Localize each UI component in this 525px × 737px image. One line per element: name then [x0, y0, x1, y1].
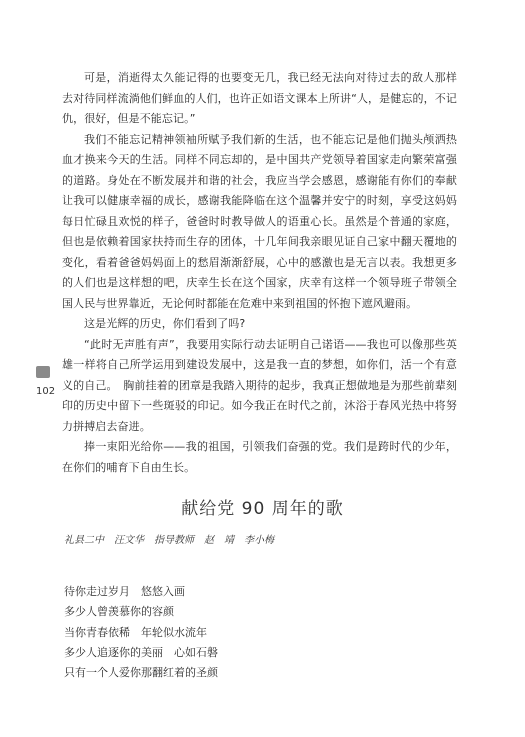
poem-byline: 礼县二中 汪文华 指导教师 赵 靖 李小梅 — [64, 535, 274, 546]
essay-body — [62, 68, 457, 478]
poem-line: 多少人曾羡慕你的容颜 — [64, 605, 174, 619]
page-number: 102 — [36, 386, 56, 397]
essay-paragraph-2: 我们不能忘记精神领袖所赋予我们新的生活，也不能忘记是他们抛头颅洒热血才换来今天的生活。同样不同忘却的，是中国共产党领导着国家走向繁荣富强的道路。身处在不断发展并和谐的社会，我应当学会感恩，感谢能有你们的奉献让我可以健康幸福的成长，感谢我能降临在这个温馨并安宁的时刻，享受这妈妈每日忙碌且欢悦的样子，爸爸时时教导做人的语重心长。虽然是个普通的家庭，但也是依赖着国家扶持而生存的团体，十几年间我亲眼见证自己家中翻天覆地的变化，看着爸爸妈妈面上的愁眉渐渐舒展，心中的感激也是无言以表。我想更多的人们也是这样想的吧，庆幸生长在这个国家，庆幸有这样一个领导班子带领全国人民与世界靠近，无论何时都能在危难中来到祖国的怀抱下遮风避雨。 — [62, 132, 457, 310]
essay-paragraph-1: 可是，消逝得太久能记得的也要变无几，我已经无法向对待过去的敌人那样去对待同样流淌他们鲜血的人们，也许正如语文课本上所讲“人，是健忘的，不记仇，很好，但是不能忘记。” — [62, 71, 457, 125]
poem-line: 多少人追逐你的美丽 心如石磐 — [64, 645, 218, 659]
poem-title: 献给党 90 周年的歌 — [181, 499, 344, 519]
essay-paragraph-5: 捧一束阳光给你——我的祖国，引领我们奋强的党。我们是跨时代的少年，在你们的哺育下自由生长。 — [62, 440, 457, 474]
essay-paragraph-4: “此时无声胜有声”，我要用实际行动去证明自己诺语——我也可以像那些英雄一样将自己所学运用到建设发展中，这是我一直的梦想，如你们，活一个有意义的自己。 胸前挂着的团章是我踏入期待的起步，我真正想做地是为那些前辈刻印的历史中留下一些斑驳的印记。如今我正在时代之前，沐浴于春风光热中将努力拼搏启去奋进。 — [62, 337, 457, 433]
margin-tab-marker — [36, 366, 50, 378]
poem-line: 待你走过岁月 悠悠入画 — [64, 585, 185, 598]
poem-line: 只有一个人爱你那翻红着的圣颜 — [64, 666, 218, 680]
poem-line: 当你青春依稀 年轮似水流年 — [64, 625, 207, 639]
essay-paragraph-3: 这是光辉的历史，你们看到了吗? — [84, 317, 246, 330]
poem-body — [64, 582, 218, 683]
